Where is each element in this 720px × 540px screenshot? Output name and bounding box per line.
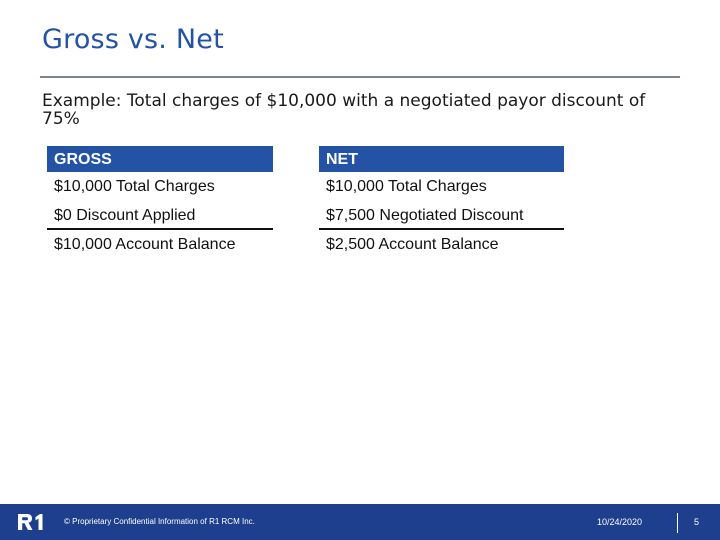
footer-divider: [677, 513, 678, 533]
page-number: 5: [694, 517, 700, 527]
footer-bar: [0, 504, 720, 540]
footer-date: 10/24/2020: [597, 517, 643, 527]
gross-row-total-charges: $10,000 Total Charges: [54, 178, 215, 195]
net-row-total-charges: $10,000 Total Charges: [326, 178, 487, 195]
net-column: [319, 146, 564, 259]
title-divider: [40, 76, 680, 78]
gross-row-discount: $0 Discount Applied: [47, 201, 273, 230]
net-header: NET: [319, 146, 564, 172]
example-text: Example: Total charges of $10,000 with a negotiated payor discount of 75%: [42, 91, 646, 129]
copyright-text: © Proprietary Confidential Information of R1 RCM Inc.: [64, 517, 255, 526]
net-row-balance: $2,500 Account Balance: [326, 236, 499, 253]
gross-column: [47, 146, 273, 259]
gross-row-balance: $10,000 Account Balance: [54, 236, 236, 253]
slide-title: Gross vs. Net: [42, 24, 224, 55]
r1-logo-icon: [17, 513, 45, 531]
net-row-discount: $7,500 Negotiated Discount: [319, 201, 564, 230]
gross-header: GROSS: [47, 146, 273, 172]
